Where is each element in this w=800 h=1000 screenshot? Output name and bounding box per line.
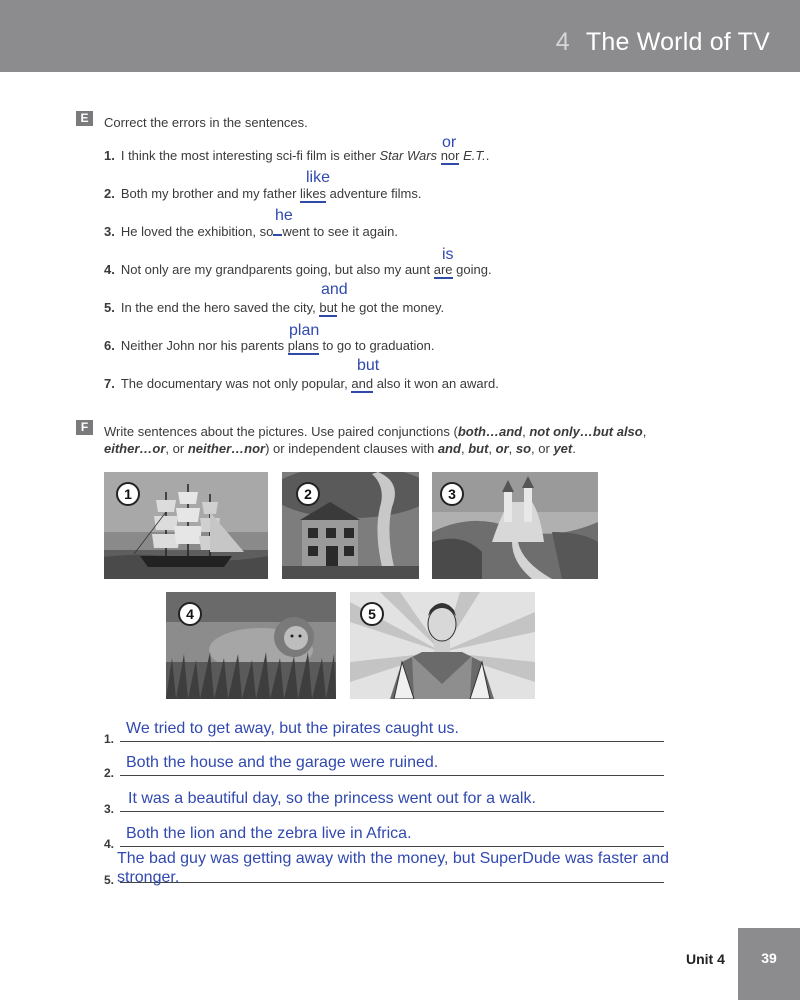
error-word-6: plans <box>287 338 319 353</box>
error-word-4: are <box>433 262 453 277</box>
answer-text-1: We tried to get away, but the pirates caught us. <box>126 720 459 737</box>
sentence-2: 2. Both my brother and my father likes adventure films. <box>104 186 422 201</box>
answer-line-3 <box>120 811 664 812</box>
answer-number-2: 2. <box>104 766 115 780</box>
answer-line-4 <box>120 846 664 847</box>
error-word-2: likes <box>300 186 327 201</box>
unit-title-text: The World of TV <box>585 28 770 56</box>
answer-number-5: 5. <box>104 873 115 887</box>
sentence-5: 5. In the end the hero saved the city, but he got the money. <box>104 300 445 315</box>
page-number: 39 <box>761 950 777 966</box>
sentence-1: 1. I think the most interesting sci-fi film is either Star Wars nor E.T.. <box>104 148 490 163</box>
section-f-badge: F <box>76 420 93 435</box>
answer-text-2: Both the house and the garage were ruined. <box>126 754 439 771</box>
answer-number-3: 3. <box>104 802 115 816</box>
error-gap-3 <box>273 234 282 236</box>
correction-5: and <box>321 281 348 298</box>
correction-3: he <box>275 207 293 224</box>
sentence-3: 3. He loved the exhibition, so went to see it again. <box>104 224 398 239</box>
answer-row-1 <box>104 718 664 746</box>
error-word-1: nor <box>440 148 460 163</box>
picture-number-2: 2 <box>296 482 320 506</box>
correction-6: plan <box>289 322 320 339</box>
sentence-4: 4. Not only are my grandparents going, but also my aunt are going. <box>104 262 492 277</box>
picture-number-4: 4 <box>178 602 202 626</box>
answer-text-4: Both the lion and the zebra live in Africa. <box>126 825 412 842</box>
correction-7: but <box>357 357 380 374</box>
answer-text-5: The bad guy was getting away with the money, but SuperDude was faster and stronger. <box>117 850 670 886</box>
section-e-badge: E <box>76 111 93 126</box>
error-word-5: but <box>319 300 338 315</box>
picture-ship <box>104 472 268 579</box>
section-f-instruction: Write sentences about the pictures. Use paired conjunctions (both…and, not only…but also, either…or, or neither…nor) or independent clauses with and, but, or, so, or yet. <box>104 424 647 456</box>
unit-number: 4 <box>555 28 570 56</box>
answer-row-3 <box>104 788 664 816</box>
correction-1: or <box>442 134 457 151</box>
answer-line-1 <box>120 741 664 742</box>
answer-line-2 <box>120 775 664 776</box>
sentence-6: 6. Neither John nor his parents plans to go to graduation. <box>104 338 435 353</box>
picture-house-tornado <box>282 472 419 579</box>
answer-number-4: 4. <box>104 837 115 851</box>
picture-superhero <box>350 592 535 699</box>
page-number-box <box>738 928 800 1000</box>
page-header <box>0 0 800 72</box>
answer-row-4 <box>104 823 664 851</box>
picture-castle <box>432 472 598 579</box>
footer-unit-label: Unit 4 <box>686 951 725 967</box>
correction-2: like <box>306 169 331 186</box>
section-e-instruction: Correct the errors in the sentences. <box>104 115 308 130</box>
answer-number-1: 1. <box>104 732 115 746</box>
answer-row-2 <box>104 752 664 780</box>
sentence-7: 7. The documentary was not only popular, and also it won an award. <box>104 376 499 391</box>
error-word-7: and <box>351 376 374 391</box>
answer-text-3: It was a beautiful day, so the princess went out for a walk. <box>128 790 536 807</box>
answer-row-5 <box>104 850 670 887</box>
picture-number-5: 5 <box>360 602 384 626</box>
picture-number-3: 3 <box>440 482 464 506</box>
unit-title <box>556 28 770 57</box>
correction-4: is <box>442 246 454 263</box>
picture-number-1: 1 <box>116 482 140 506</box>
picture-lion <box>166 592 336 699</box>
